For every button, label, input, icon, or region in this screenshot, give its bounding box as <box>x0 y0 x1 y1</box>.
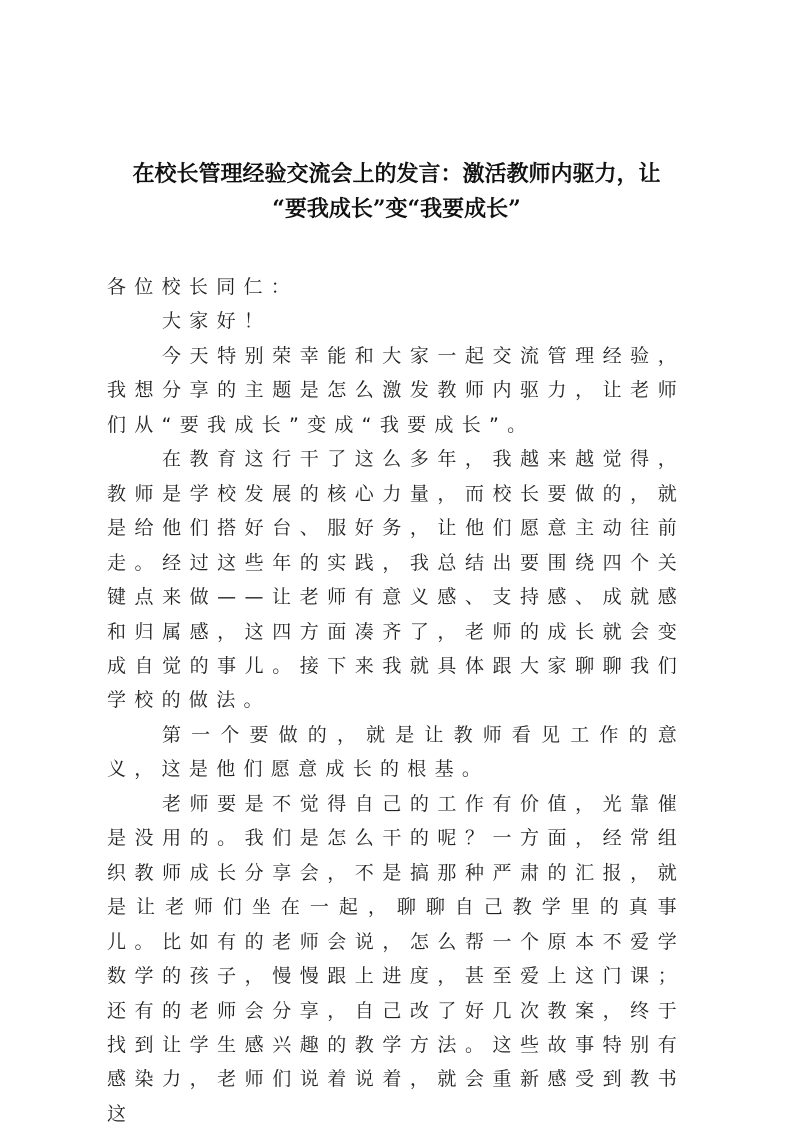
paragraph: 在教育这行干了这么多年，我越来越觉得，教师是学校发展的核心力量，而校长要做的，就是给他们搭好台、服好务，让他们愿意主动往前走。经过这些年的实践，我总结出要围绕四个关键点来做——让老师有意义感、支持感、成就感和归属感，这四方面凑齐了，老师的成长就会变成自觉的事儿。接下来我就具体跟大家聊聊我们学校的做法。 <box>107 448 685 712</box>
paragraph: 老师要是不觉得自己的工作有价值，光靠催是没用的。我们是怎么干的呢？一方面，经常组织教师成长分享会，不是搞那种严肃的汇报，就是让老师们坐在一起，聊聊自己教学里的真事儿。比如有的老师会说，怎么帮一个原本不爱学数学的孩子，慢慢跟上进度，甚至爱上这门课；还有的老师会分享，自己改了好几次教案，终于找到让学生感兴趣的教学方法。这些故事特别有感染力，老师们说着说着，就会重新感受到教书这 <box>107 792 685 1125</box>
paragraph: 今天特别荣幸能和大家一起交流管理经验，我想分享的主题是怎么激发教师内驱力，让老师们从“要我成长”变成“我要成长”。 <box>107 344 685 436</box>
document-title <box>100 157 693 227</box>
title-line-2: “要我成长”变“我要成长” <box>272 196 521 222</box>
document-body <box>107 270 685 1131</box>
paragraph: 第一个要做的，就是让教师看见工作的意义，这是他们愿意成长的根基。 <box>107 723 685 781</box>
title-line-1: 在校长管理经验交流会上的发言：激活教师内驱力，让 <box>132 161 661 187</box>
paragraph-greeting: 大家好！ <box>162 310 272 333</box>
salutation: 各位校长同仁： <box>107 276 299 298</box>
